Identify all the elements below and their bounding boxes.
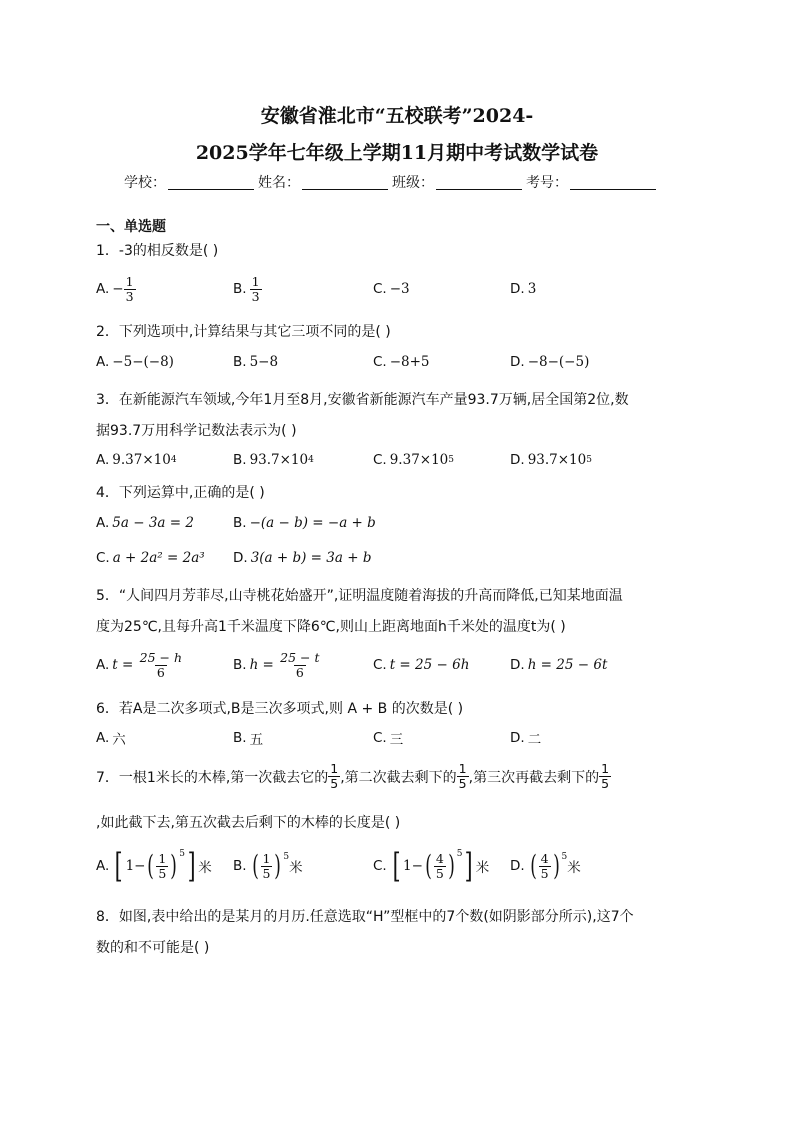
option-a[interactable]: A. 六 [96,730,126,748]
option-b[interactable]: B. ( $\frac{1}{5}$ ) $^5$ 米 [233,849,303,882]
page-title-line1: 安徽省淮北市“五校联考”2024- [260,105,534,127]
option-d[interactable]: D. ( $\frac{4}{5}$ ) $^5$ 米 [510,849,581,882]
option-a[interactable]: A. − $\frac{1}{3}$ [96,273,134,304]
name-label: 姓名： [258,175,300,191]
option-c[interactable]: C. t = 25 − 6h [373,657,470,673]
name-blank[interactable] [302,175,388,190]
question-3-line1: 3．在新能源汽车领域,今年1月至8月,安徽省新能源汽车产量93.7万辆,居全国第2位,数 [96,392,629,408]
fraction: $\frac{1}{3}$ [125,273,134,304]
question-6: 6．若A是二次多项式,B是三次多项式,则 A + B 的次数是( ) [96,701,464,717]
options-q5 [96,646,696,684]
option-c[interactable]: C. 9.37×10 5 [373,452,455,468]
question-3-line2: 据93.7万用科学记数法表示为( ) [96,423,297,439]
options-q4-row2 [96,541,696,575]
option-d[interactable]: D. 二 [510,730,542,748]
fraction: $\frac{1}{3}$ [251,273,260,304]
option-c[interactable]: C. 三 [373,730,404,748]
fraction: $\frac{25 - t}{6}$ [280,649,320,680]
fraction: $\frac{25 - h}{6}$ [139,649,183,680]
page-title-line2: 2025学年七年级上学期11月期中考试数学试卷 [195,142,599,164]
option-c[interactable]: C. [ 1− ( $\frac{4}{5}$ ) $^5$ ] 米 [373,846,490,886]
option-b[interactable]: B. 五 [233,730,264,748]
question-8-line1: 8．如图,表中给出的是某月的月历.任意选取“H”型框中的7个数(如阴影部分所示),这7个 [96,909,634,925]
option-a[interactable]: A. 9.37×10 4 [96,452,177,468]
question-4: 4．下列运算中,正确的是( ) [96,485,265,501]
options-q1 [96,272,696,306]
question-5-line1: 5．“人间四月芳菲尽,山寺桃花始盛开”,证明温度随着海拔的升高而降低,已知某地面温 [96,588,623,604]
question-7-line1: 7．一根1米长的木棒,第一次截去它的 $\frac{1}{5}$ ,第二次截去剩下的 $\frac{1}{5}$ ,第三次再截去剩下的 $\frac{1}{5}$ [96,761,610,791]
fraction: $\frac{1}{5}$ [262,850,271,881]
option-c[interactable]: C. −8+5 [373,354,430,370]
question-8-line2: 数的和不可能是( ) [96,940,210,956]
option-d[interactable]: D. h = 25 − 6t [510,657,608,673]
option-b[interactable]: B. h = $\frac{25 - t}{6}$ [233,649,320,680]
option-c[interactable]: C. a + 2a² = 2a³ [96,550,205,566]
options-q7 [96,843,696,889]
option-a[interactable]: A. −5−(−8) [96,354,174,370]
id-label: 考号： [526,175,568,191]
student-info [124,172,660,192]
option-c[interactable]: C. −3 [373,281,410,297]
options-q6 [96,721,696,755]
option-d[interactable]: D. 3(a + b) = 3a + b [233,550,372,566]
option-d[interactable]: D. 93.7×10 5 [510,452,592,468]
class-blank[interactable] [436,175,522,190]
id-blank[interactable] [570,175,656,190]
option-b[interactable]: B. 93.7×10 4 [233,452,314,468]
question-1: 1．-3的相反数是( ) [96,243,219,259]
option-d[interactable]: D. 3 [510,281,537,297]
question-5-line2: 度为25℃,且每升高1千米温度下降6℃,则山上距离地面h千米处的温度t为( ) [96,619,566,635]
option-a[interactable]: A. t = $\frac{25 - h}{6}$ [96,649,183,680]
class-label: 班级： [392,175,434,191]
option-a[interactable]: A. [ 1− ( $\frac{1}{5}$ ) $^5$ ] 米 [96,846,212,886]
question-2: 2．下列选项中,计算结果与其它三项不同的是( ) [96,324,391,340]
question-7-line2: ,如此截下去,第五次截去后剩下的木棒的长度是( ) [96,815,401,831]
school-blank[interactable] [168,175,254,190]
fraction: $\frac{1}{5}$ [158,850,167,881]
fraction: $\frac{4}{5}$ [435,850,444,881]
fraction: $\frac{1}{5}$ [330,761,339,791]
section-heading: 一、单选题 [96,219,166,235]
option-b[interactable]: B. $\frac{1}{3}$ [233,273,260,304]
fraction: $\frac{4}{5}$ [540,850,549,881]
option-a[interactable]: A. 5a − 3a = 2 [96,515,194,531]
option-b[interactable]: B. 5−8 [233,354,279,370]
option-b[interactable]: B. −(a − b) = −a + b [233,515,376,531]
options-q3 [96,443,696,477]
options-q2 [96,345,696,379]
school-label: 学校： [124,175,166,191]
option-d[interactable]: D. −8−(−5) [510,354,590,370]
options-q4-row1 [96,506,696,540]
fraction: $\frac{1}{5}$ [458,761,467,791]
fraction: $\frac{1}{5}$ [601,761,610,791]
